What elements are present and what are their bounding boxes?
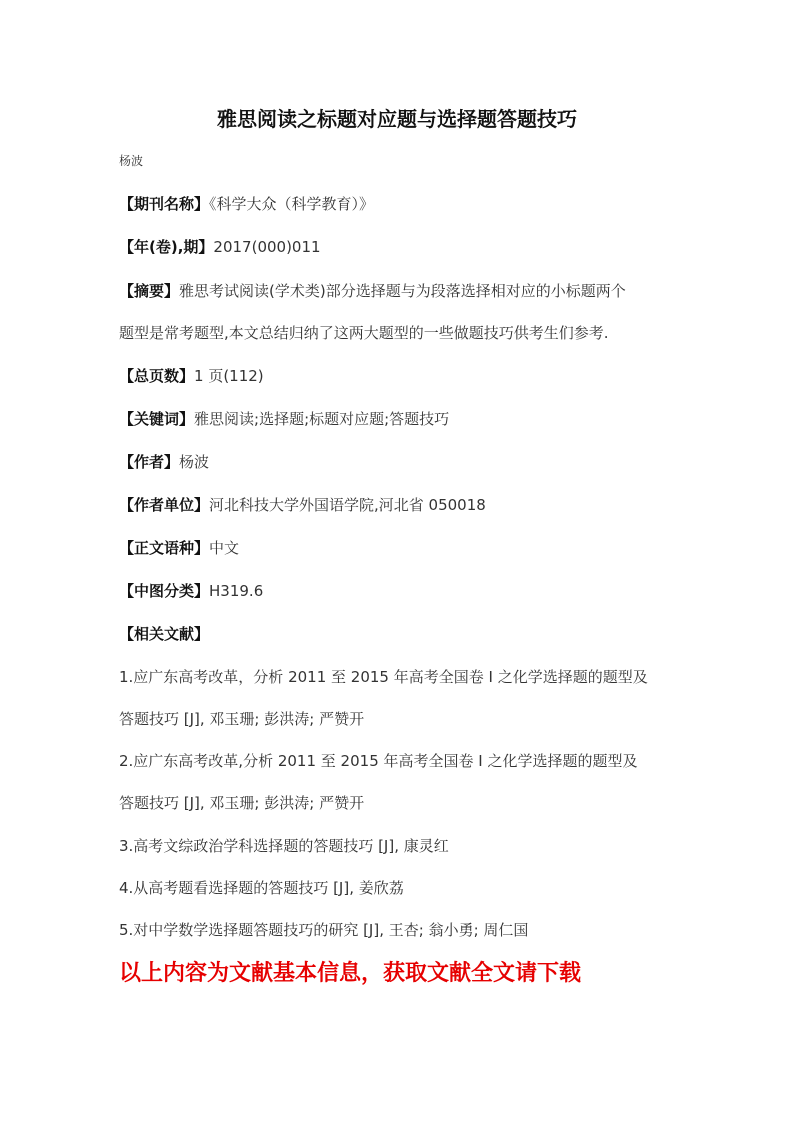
affiliation-label: 【作者单位】 [119, 496, 210, 514]
pages-label: 【总页数】 [119, 367, 195, 385]
page-title: 雅思阅读之标题对应题与选择题答题技巧 [217, 107, 577, 131]
download-notice: 以上内容为文献基本信息，获取文献全文请下载 [119, 961, 582, 986]
reference-1-line-2: 答题技巧 [J], 邓玉珊; 彭洪涛; 严赞开 [119, 710, 365, 728]
affiliation-value: 河北科技大学外国语学院,河北省 050018 [209, 496, 486, 514]
classification-label: 【中图分类】 [119, 582, 210, 600]
reference-2-line-2: 答题技巧 [J], 邓玉珊; 彭洪涛; 严赞开 [119, 794, 365, 812]
reference-5: 5.对中学数学选择题答题技巧的研究 [J], 王杏; 翁小勇; 周仁国 [119, 921, 529, 939]
journal-value: 《科学大众（科学教育）》 [209, 195, 375, 213]
year-label: 【年(卷),期】 [119, 238, 214, 256]
year-row [119, 236, 321, 257]
keywords-row [119, 408, 449, 429]
references-label: 【相关文献】 [119, 625, 210, 643]
journal-row [119, 193, 374, 214]
author-value: 杨波 [179, 453, 210, 471]
language-row [119, 537, 239, 558]
reference-1-line-1: 1.应广东高考改革，分析 2011 至 2015 年高考全国卷 I 之化学选择题的题型及 [119, 668, 648, 686]
reference-2-line-1: 2.应广东高考改革,分析 2011 至 2015 年高考全国卷 I 之化学选择题的题型及 [119, 752, 638, 770]
keywords-value: 雅思阅读;选择题;标题对应题;答题技巧 [194, 410, 450, 428]
language-value: 中文 [209, 539, 240, 557]
abstract-line-2: 题型是常考题型,本文总结归纳了这两大题型的一些做题技巧供考生们参考. [119, 324, 609, 342]
abstract-line-1: 雅思考试阅读(学术类)部分选择题与为段落选择相对应的小标题两个 [179, 282, 626, 300]
author-label: 【作者】 [119, 453, 180, 471]
classification-value: H319.6 [209, 582, 264, 600]
abstract-label: 【摘要】 [119, 282, 180, 300]
reference-3: 3.高考文综政治学科选择题的答题技巧 [J], 康灵红 [119, 837, 449, 855]
pages-value: 1 页(112) [194, 367, 264, 385]
journal-label: 【期刊名称】 [119, 195, 210, 213]
pages-row [119, 365, 264, 386]
affiliation-row [119, 494, 486, 515]
year-value: 2017(000)011 [213, 238, 321, 256]
classification-row [119, 580, 263, 601]
references-heading [119, 623, 209, 644]
reference-4: 4.从高考题看选择题的答题技巧 [J], 姜欣荔 [119, 879, 404, 897]
author-byline: 杨波 [119, 154, 144, 168]
abstract-row [119, 280, 626, 301]
author-row [119, 451, 209, 472]
keywords-label: 【关键词】 [119, 410, 195, 428]
language-label: 【正文语种】 [119, 539, 210, 557]
